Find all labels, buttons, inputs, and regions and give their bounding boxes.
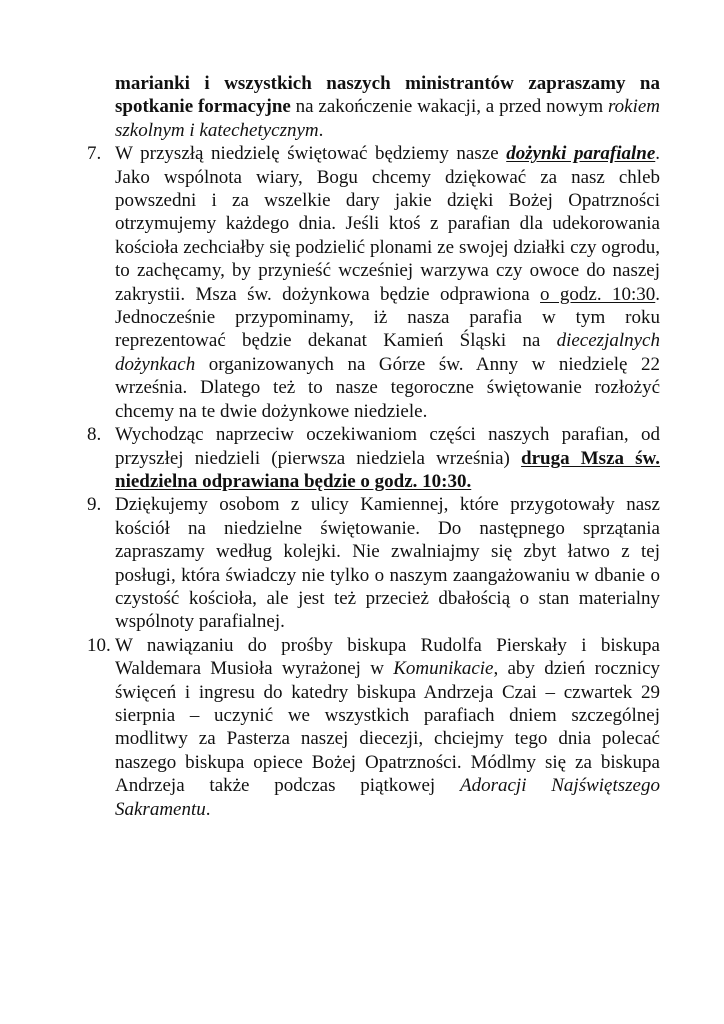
document-body [87,72,661,821]
item-text: . [205,798,211,820]
intro-text: na zakończenie wakacji, a przed nowym [290,96,608,118]
item-text: organizowanych na Górze św. Anny w niedzielę 22 września. Dlatego też to nasze tegoroczne świętowanie rozłożyć chcemy na te dwie dożynkowe niedziele. [115,353,660,422]
diocesan-harvest-italic: diecezjalnych dożynkach [115,330,660,375]
list-number: 9. [87,494,102,516]
mass-time-underlined: o godz. 10:30 [540,283,656,305]
list-item-9 [87,493,660,633]
item-text: Wychodząc naprzeciw oczekiwaniom części naszych parafian, od przyszłej niedzieli (pierwsza niedziela września) [115,424,660,469]
adoration-italic: Adoracji Najświętszego Sakramentu [115,775,660,820]
intro-end: . [318,119,324,141]
item-text: . Jednocześnie przypominamy, iż nasza parafia w tym roku reprezentować będzie dekanat Kamień Śląski na [115,283,660,352]
dozynki-highlight: dożynki parafialne [506,143,656,165]
komunikat-italic: Komunikacie [393,658,494,680]
list-item-8 [87,423,660,493]
list-number: 8. [87,424,102,446]
list-number: 7. [87,143,102,165]
item-text: Dziękujemy osobom z ulicy Kamiennej, które przygotowały nasz kościół na niedzielne świętowanie. Do następnego sprzątania zapraszamy według kolejki. Nie zwalniajmy się zbyt łatwo z tej posługi, która świadczy nie tylko o naszym zaangażowaniu w dbanie o czystość kościoła, ale jest też przecież dbałością o stan materialny wspólnoty parafialnej. [115,494,660,633]
list-item-10 [87,634,661,821]
list-item-7 [87,142,661,423]
item-text: , aby dzień rocznicy święceń i ingresu do katedry biskupa Andrzeja Czai – czwartek 29 sierpnia – uczynić we wszystkich parafiach dniem szczególnej modlitwy za Pasterza naszej diecezji, chciejmy tego dnia polecać naszego biskupa opiece Bożej Opatrzności. Módlmy się za biskupa Andrzeja także podczas piątkowej [115,658,661,797]
item-text: . Jako wspólnota wiary, Bogu chcemy dziękować za nasz chleb powszedni i za wszelkie dary jakie dzięki Bożej Opatrzności otrzymujemy każdego dnia. Jeśli ktoś z parafian dla udekorowania kościoła zechciałby się podzielić plonami ze swojej działki czy ogrodu, to zachęcamy, by przynieść wcześniej warzywa czy owoce do naszej zakrystii. Msza św. dożynkowa będzie odprawiona [115,143,661,305]
second-mass-announcement: druga Msza św. niedzielna odprawiana będzie o godz. 10:30. [115,447,660,492]
intro-paragraph [115,72,660,142]
intro-italic-text: rokiem szkolnym i katechetycznym [115,96,661,141]
item-text: W przyszłą niedzielę świętować będziemy nasze [115,143,507,165]
item-text: W nawiązaniu do prośby biskupa Rudolfa Pierskały i biskupa Waldemara Musioła wyrażonej w [115,634,660,680]
list-number: 10. [87,634,111,656]
intro-bold-text: marianki i wszystkich naszych ministrantów zapraszamy na spotkanie formacyjne [115,73,660,118]
